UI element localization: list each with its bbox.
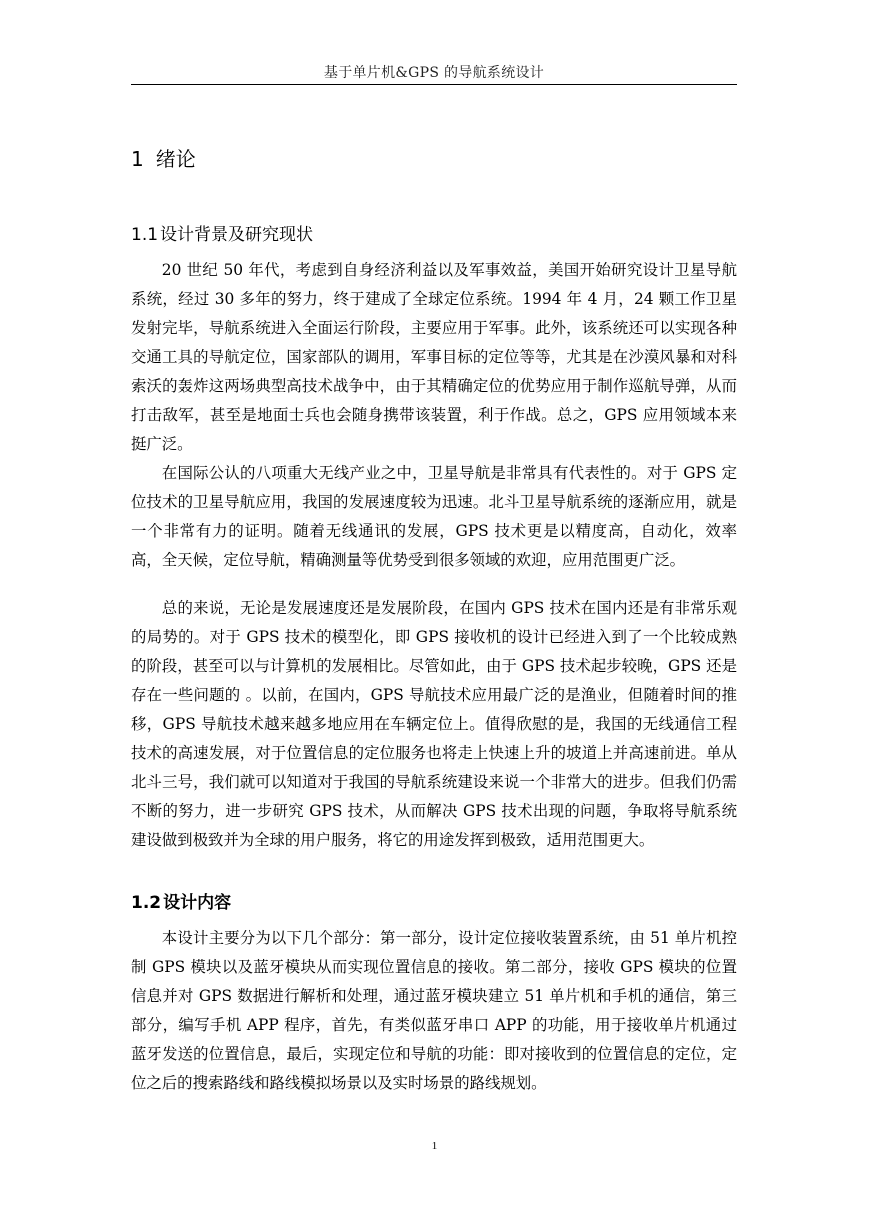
running-header: 基于单片机&GPS 的导航系统设计 [323, 65, 545, 81]
paragraph: 20 世纪 50 年代，考虑到自身经济利益以及军事效益，美国开始研究设计卫星导航系统，经过 30 多年的努力，终于建成了全球定位系统。1994 年 4 月，24 颗工作卫星发射完毕，导航系统进入全面运行阶段，主要应用于军事。此外，该系统还可以实现各种交通工具的导航定位，国家部队的调用，军事目标的定位等等，尤其是在沙漠风暴和对科索沃的轰炸这两场典型高技术战争中，由于其精确定位的优势应用于制作巡航导弹，从而打击敌军，甚至是地面士兵也会随身携带该装置，利于作战。总之，GPS 应用领域本来挺广泛。 [131, 261, 737, 453]
paragraph: 总的来说，无论是发展速度还是发展阶段，在国内 GPS 技术在国内还是有非常乐观的局势的。对于 GPS 技术的模型化，即 GPS 接收机的设计已经进入到了一个比较成熟的阶段，甚至可以与计算机的发展相比。尽管如此，由于 GPS 技术起步较晚，GPS 还是存在一些问题的 。以前，在国内，GPS 导航技术应用最广泛的是渔业，但随着时间的推移，GPS 导航技术越来越多地应用在车辆定位上。值得欣慰的是，我国的无线通信工程技术的高速发展，对于位置信息的定位服务也将走上快速上升的坡道上并高速前进。单从北斗三号，我们就可以知道对于我国的导航系统建设来说一个非常大的进步。但我们仍需不断的努力，进一步研究 GPS 技术，从而解决 GPS 技术出现的问题，争取将导航系统建设做到极致并为全球的用户服务，将它的用途发挥到极致，适用范围更大。 [131, 599, 737, 849]
chapter-heading [131, 143, 196, 172]
section-number: 1.1 [131, 225, 159, 245]
page-number: 1 [431, 1140, 438, 1152]
section-number: 1.2 [131, 893, 162, 913]
paragraph: 在国际公认的八项重大无线产业之中，卫星导航是非常具有代表性的。对于 GPS 定位技术的卫星导航应用，我国的发展速度较为迅速。北斗卫星导航系统的逐渐应用，就是一个非常有力的证明。随着无线通讯的发展，GPS 技术更是以精度高，自动化，效率高，全天候，定位导航，精确测量等优势受到很多领域的欢迎，应用范围更广泛。 [131, 464, 737, 569]
section-heading-1-2 [131, 888, 231, 913]
paragraph: 本设计主要分为以下几个部分：第一部分，设计定位接收装置系统，由 51 单片机控制 GPS 模块以及蓝牙模块从而实现位置信息的接收。第二部分，接收 GPS 模块的位置信息并对 GPS 数据进行解析和处理，通过蓝牙模块建立 51 单片机和手机的通信，第三部分，编写手机 APP 程序，首先，有类似蓝牙串口 APP 的功能，用于接收单片机通过蓝牙发送的位置信息，最后，实现定位和导航的功能：即对接收到的位置信息的定位，定位之后的搜索路线和路线模拟场景以及实时场景的路线规划。 [131, 929, 737, 1092]
chapter-title: 绪论 [155, 147, 196, 171]
section-title: 设计内容 [163, 893, 232, 913]
section-heading-1-1 [131, 220, 313, 245]
header-rule [131, 84, 737, 85]
section-title: 设计背景及研究现状 [160, 225, 314, 245]
chapter-number: 1 [131, 147, 144, 171]
